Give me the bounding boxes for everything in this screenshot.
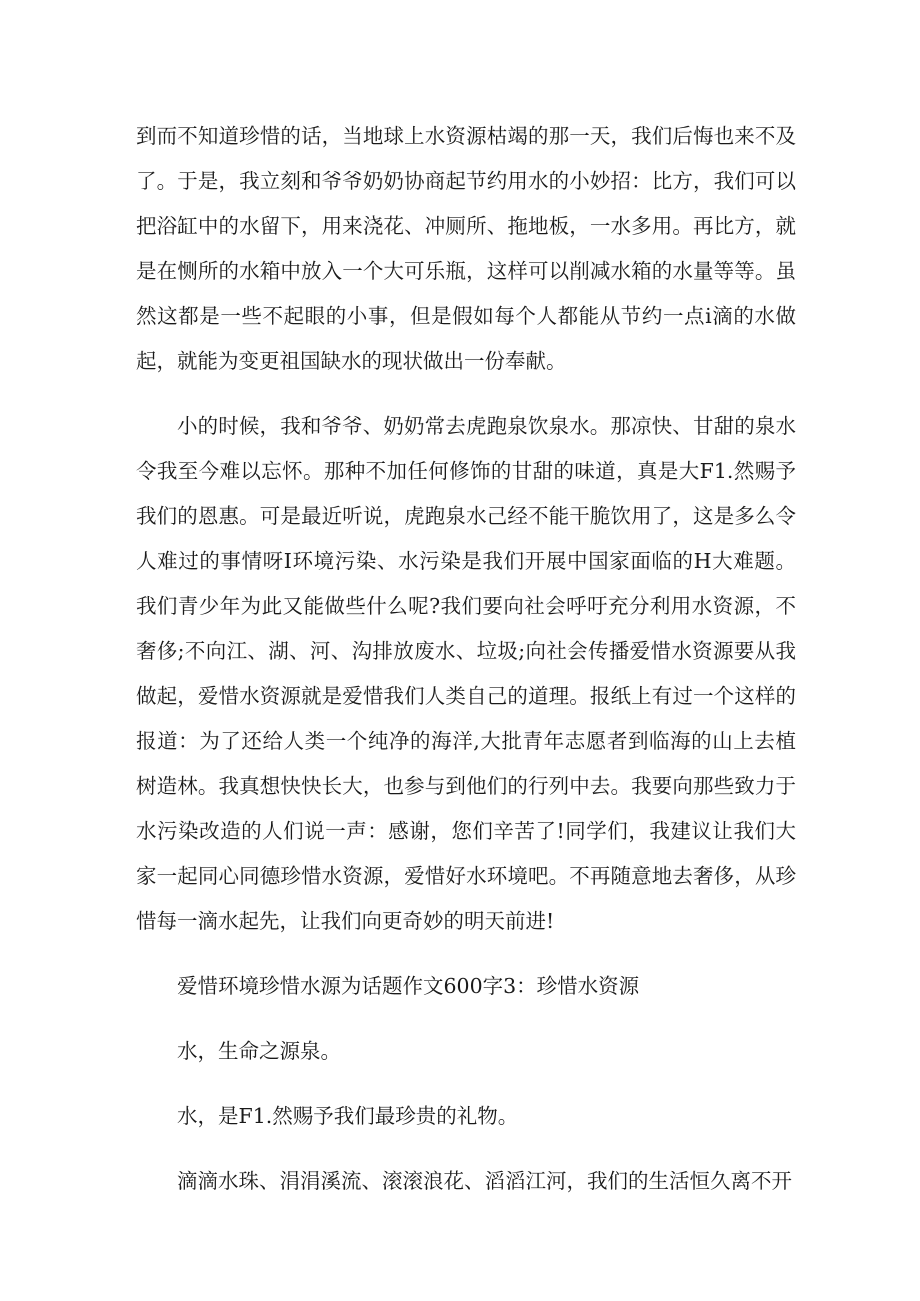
paragraph-water-source: 水，生命之源泉。 <box>177 1039 341 1063</box>
essay-heading-3: 爱惜环境珍惜水源为话题作文600字3：珍惜水资源 <box>177 974 640 998</box>
article-body <box>136 114 796 1204</box>
paragraph-continuation: 到而不知道珍惜的话，当地球上水资源枯竭的那一天，我们后悔也来不及了。于是，我立刻和爷爷奶奶协商起节约用水的小妙招：比方，我们可以把浴缸中的水留下，用来浇花、冲厕所、拖地板，一水多用。再比方，就是在恻所的水箱中放入一个大可乐瓶，这样可以削减水箱的水量等等。虽然这都是一些不起眼的小事，但是假如每个人都能从节约一点i滴的水做起，就能为变更祖国缺水的现状做出一份奉献。 <box>136 124 796 373</box>
paragraph-hupao-spring: 小的时候，我和爷爷、奶奶常去虎跑泉饮泉水。那凉快、甘甜的泉水令我至今难以忘怀。那种不加任何修饰的甘甜的味道，真是大F1.然赐予我们的恩惠。可是最近听说，虎跑泉水己经不能干脆饮用了，这是多么令人难过的事情呀I环境污染、水污染是我们开展中国家面临的H大难题。我们青少年为此又能做些什么呢?我们要向社会呼吁充分利用水资源，不奢侈;不向江、湖、河、沟排放废水、垃圾;向社会传播爱惜水资源要从我做起，爱惜水资源就是爱惜我们人类自己的道理。报纸上有过一个这样的报道：为了还给人类一个纯净的海洋,大批青年志愿者到临海的山上去植树造林。我真想快快长大，也参与到他们的行列中去。我要向那些致力于水污染改造的人们说一声：感谢，您们辛苦了!同学们，我建议让我们大家一起同心同德珍惜水资源，爱惜好水环境吧。不再随意地去奢侈，从珍惜每一滴水起先，让我们向更奇妙的明天前进! <box>136 414 796 933</box>
paragraph-water-drops: 滴滴水珠、涓涓溪流、滚滚浪花、滔滔江河，我们的生活恒久离不开 <box>177 1169 792 1193</box>
paragraph-water-gift: 水，是F1.然赐予我们最珍贵的礼物。 <box>177 1104 519 1128</box>
